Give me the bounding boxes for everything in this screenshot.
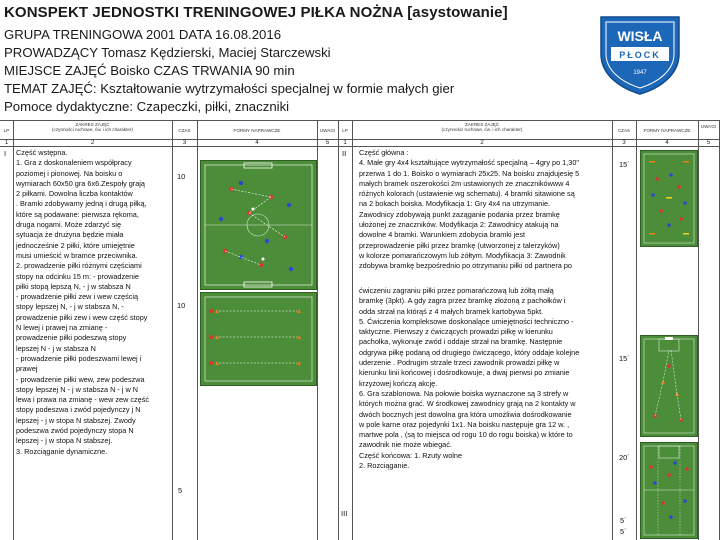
text-line: 5. Ćwiczenia kompleksowe doskonalące umiejętności techniczno - — [359, 316, 574, 326]
right-field-diagram-2 — [640, 335, 698, 437]
left-section-roman-1: I — [4, 149, 7, 158]
left-colnum-5: 5 — [325, 140, 330, 146]
text-line: różnych kolorach (ustawienie wg schematu). 4 bramki sitawione są — [359, 189, 575, 199]
right-exercise-text-a — [359, 148, 579, 272]
text-line: ułożonej ze znaczników. Modyfikacja 2: Zawodnicy atakują na — [359, 220, 559, 230]
right-field-diagram-3 — [640, 442, 698, 539]
page-title: KONSPEKT JEDNOSTKI TRENINGOWEJ PIŁKA NOŻNA [asystowanie] — [4, 4, 508, 21]
text-line: bramkę (3pkt). A gdy zagra przez bramkę złożoną z pachołków i — [359, 296, 566, 306]
right-colnum-2: 2 — [480, 140, 484, 146]
text-line: na 2 bokach boiska. Modyfikacja 1: Gry 4x4 na utrzymanie. — [359, 199, 551, 209]
header-group-line: GRUPA TRENINGOWA 2001 DATA 16.08.2016 — [4, 27, 282, 42]
left-field-diagram-2 — [200, 292, 317, 386]
text-line: krzyżowej kończą akcję. — [359, 378, 438, 388]
left-colnum-2: 2 — [90, 140, 95, 146]
text-line: podeszwa zwód pojedynczy stopa N — [16, 426, 134, 436]
header-aids-line: Pomoce dydaktyczne: Czapeczki, piłki, znaczniki — [4, 99, 290, 114]
header-topic-line: TEMAT ZAJĘĆ: Kształtowanie wytrzymałości specjalnej w formie małych gier — [4, 81, 455, 96]
left-colnum-4: 4 — [255, 140, 259, 146]
right-time-3: 20´ — [619, 453, 630, 462]
text-line: kierunku linii końcowej i dośrodkowuje, a dwaj pierwsi po zmianie — [359, 368, 570, 378]
text-line: . Bramki zdobywamy jedną i drugą piłką, — [16, 199, 147, 209]
text-line: taktyczne. Pierwszy z ćwiczących prowadzi piłkę w kierunku — [359, 327, 553, 337]
text-line: stopy lepszej N, - j w stabsza N, - — [16, 302, 124, 312]
text-line: Część główna : — [359, 148, 409, 157]
right-section-roman-3: III — [341, 509, 348, 518]
text-line: druga nogami. Może zdarzyć się — [16, 220, 122, 230]
left-colnum-3: 3 — [182, 140, 187, 146]
right-section-roman-2: II — [342, 149, 347, 158]
text-line: sytuacja że drużyna będzie miała — [16, 230, 124, 240]
club-logo — [597, 14, 683, 96]
text-line: w kolorze pomarańczowym lub żółtym. Modyfikacja 3: Zawodnik — [359, 250, 566, 260]
right-header-lp: LP — [342, 128, 348, 133]
text-line: przerwa 1 do 1. Boisko o wymiarach 25x25. Na boisku znajdujesię 5 — [359, 168, 580, 178]
text-line: lewa i prawa na zmianę - wew zew część — [16, 395, 150, 405]
text-line: 4. Małe gry 4x4 kształtujące wytrzymałość specjalną – 4gry po 1,30" — [359, 158, 579, 168]
text-line: dowolne 4 bramki. Warunkiem zdobycia bramki jest — [359, 230, 526, 240]
left-colnum-1: 1 — [4, 140, 9, 146]
text-line: zawodnik nie może wbiegać. — [359, 440, 452, 450]
text-line: małych bramek oszerokości 2m ustawionych ze znacznikówww 4 — [359, 178, 570, 188]
text-line: - prowadzenie piłki wew, zew podeszwa — [16, 374, 145, 384]
logo-text-year: 1947 — [633, 70, 647, 76]
text-line: lepszej N - j w stabsza N — [16, 343, 96, 353]
right-colnum-5: 5 — [706, 140, 711, 146]
right-time-5: 5´ — [620, 527, 627, 536]
left-header-range: ZAKRES ZAJĘĆ (czynności ruchowe, ćw. i ich charakter) — [52, 122, 133, 133]
text-line: stopy na odcinku 15 m: - prowadzenie — [16, 271, 139, 281]
right-time-4: 5´ — [620, 516, 627, 525]
left-header-notes: UWAGI — [319, 128, 336, 133]
right-colnum-4: 4 — [665, 140, 669, 146]
right-exercise-text-b — [359, 286, 579, 471]
right-colnum-1: 1 — [343, 140, 347, 146]
right-colnum-3: 3 — [622, 140, 626, 146]
left-time-2: 10 — [177, 301, 186, 310]
text-line: Część końcowa: 1. Rzuty wolne — [359, 450, 463, 460]
text-line: prowadzenie piłki podeszwą stopy — [16, 333, 127, 343]
left-header-forms: FORMY NAPRAWCZE — [233, 128, 281, 133]
text-line: prowadzenie piłki zew i wew część stopy — [16, 312, 148, 322]
header-place-line: MIEJSCE ZAJĘĆ Boisko CZAS TRWANIA 90 min — [4, 63, 295, 78]
text-line: zdobywa bramkę bezpośrednio po otrzymaniu piłki od partnera po — [359, 261, 572, 271]
text-line: które są podawane: pierwsza rękoma, — [16, 209, 139, 219]
text-line: martwe pola , (są to miejsca od rogu 10 do rogu boiska) w które to — [359, 430, 573, 440]
right-header-range: ZAKRES ZAJĘĆ (czynności ruchowe, ćw. i ich charakter) — [441, 122, 523, 133]
text-line: ćwiczeniu zagraniu piłki przez pomarańczową lub żółtą małą — [359, 286, 554, 295]
text-line: 6. Gra szablonowa. Na połowie boiska wyznaczone są 3 strefy w — [359, 388, 569, 398]
header-coach-line: PROWADZĄCY Tomasz Kędzierski, Maciej Starczewski — [4, 45, 331, 60]
text-line: lepszej - j w stopa N stabszej. Zwody — [16, 415, 136, 425]
left-time-1: 10 — [177, 172, 186, 181]
text-line: 2 piłkami. Dowolna liczba kontaktów — [16, 189, 133, 199]
text-line: Zawodnicy zdobywają punkt zaząganie podania przez bramkę — [359, 209, 560, 219]
right-field-diagram-1 — [640, 150, 698, 247]
text-line: N lewej i prawej na zmianę - — [16, 323, 108, 333]
text-line: piłki stopą lepszą N, - j w stabsza N — [16, 281, 131, 291]
text-line: musi umieścić w bramce przeciwnika. — [16, 250, 138, 260]
text-line: 1. Gra z doskonaleniem współpracy — [16, 158, 132, 168]
text-line: przeprowadzenie piłki przez bramkę (utworzonej z talerzyków) — [359, 240, 560, 250]
left-header-lp: LP — [3, 128, 10, 133]
text-line: poziomej i pionowej. Na boisku o — [16, 168, 123, 178]
logo-text-wisla: WISŁA — [617, 28, 663, 44]
text-line: uderzenie . Podrugim strzale trzeci zawodnik prowadzi piłkę w — [359, 358, 560, 368]
text-line: stopy lepszej N - j w stabsza N - j w N — [16, 384, 139, 394]
right-time-1: 15´ — [619, 160, 630, 169]
text-line: w pole karne oraz pojedynki 1x1. Na boisku następuje gra 12 w. , — [359, 419, 570, 429]
text-line: jednocześnie 2 piłki, które umiejętnie — [16, 240, 135, 250]
text-line: - prowadzenie piłki podeszwami lewej i — [16, 353, 142, 363]
text-line: 3. Rozciąganie dynamiczne. — [16, 446, 108, 456]
left-exercise-text — [16, 148, 149, 457]
left-time-3: 5 — [178, 486, 183, 495]
text-line: dwóch bocznych jest dowolna gra która umożliwia dośrodkowanie — [359, 409, 572, 419]
left-header-time: CZAS — [178, 128, 191, 133]
right-header-time: CZAS — [617, 128, 631, 133]
text-line: wymiarach 60x50 gra 6x6.Zespoły grają — [16, 178, 145, 188]
text-line: prawej — [16, 364, 38, 374]
text-line: stopy podeszwa i zwód pojedynczy j N — [16, 405, 141, 415]
left-field-diagram-1 — [200, 160, 317, 290]
right-header-notes: UWAGI — [700, 124, 717, 129]
text-line: 2. Rozciąganie. — [359, 461, 410, 471]
text-line: 2. prowadzenie piłki różnymi częściami — [16, 261, 142, 271]
text-line: lepszej - j w stopa N stabszej. — [16, 436, 113, 446]
text-line: których można grać. W środkowej zawodnicy grają na 2 kontakty w — [359, 399, 576, 409]
text-line: Część wstępna. — [16, 148, 68, 157]
text-line: - prowadzenie piłki zew i wew częścią — [16, 292, 139, 302]
logo-text-plock: PŁOCK — [619, 50, 661, 60]
text-line: pachołka, wykonuje zwód i oddaje strzał na bramkę. Następnie — [359, 337, 563, 347]
right-time-2: 15´ — [619, 354, 630, 363]
right-header-forms: FORMY NAPRAWCZE — [643, 128, 691, 133]
text-line: odgrywa piłkę podaną od drugiego ćwiczącego, który oddaje kolejne — [359, 347, 580, 357]
text-line: odda strzał na którąś z 4 małych bramek kartobywa 5pkt. — [359, 306, 544, 316]
